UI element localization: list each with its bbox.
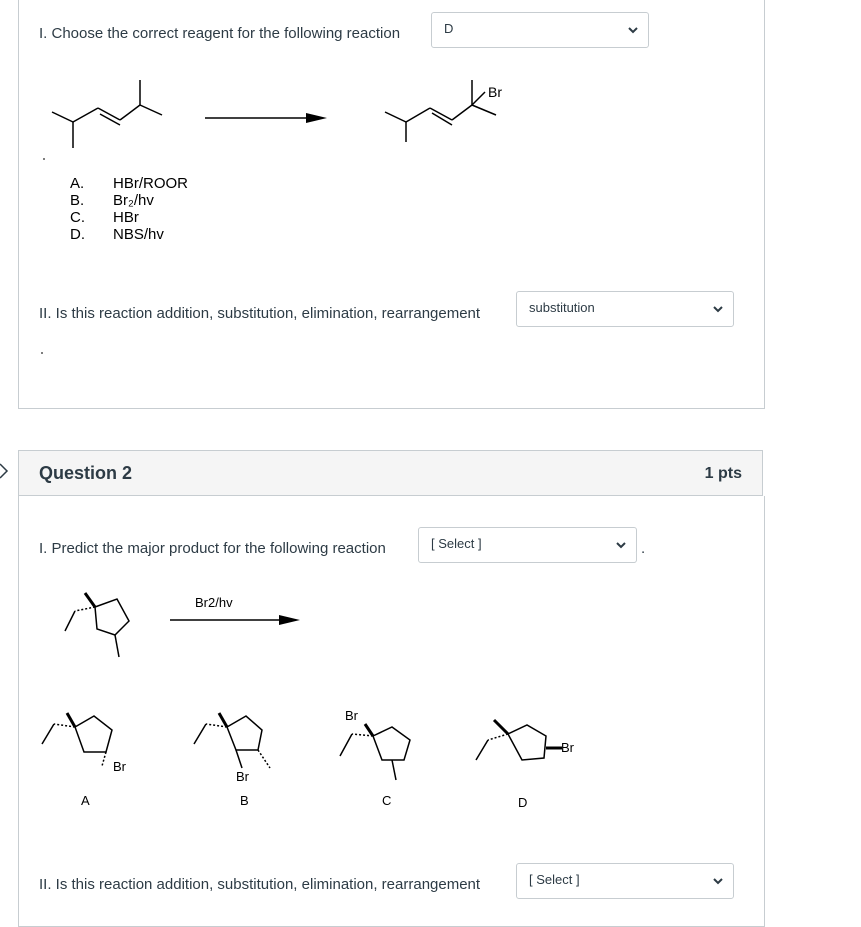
choice-letter: C. — [70, 209, 85, 226]
chevron-down-icon — [711, 302, 725, 316]
q2-part2-selected-value: [ Select ] — [529, 872, 580, 887]
option-a-br: Br — [113, 759, 126, 774]
q1-part2-prompt: II. Is this reaction addition, substitution, elimination, rearrangement — [39, 305, 481, 322]
q2-reagent-label: Br2/hv — [195, 595, 233, 610]
q2-part2-prompt: II. Is this reaction addition, substitution, elimination, rearrangement — [39, 876, 481, 893]
option-d-structure — [476, 720, 562, 760]
option-c-letter: C — [382, 793, 392, 808]
choice-text: HBr — [113, 209, 139, 226]
option-d-br: Br — [561, 740, 574, 755]
q1-part2-select[interactable] — [516, 291, 734, 327]
q2-part1-select[interactable] — [418, 527, 637, 563]
q1-reactant-structure — [52, 80, 162, 148]
q2-part2-select[interactable] — [516, 863, 734, 899]
choice-letter: A. — [70, 175, 85, 192]
q2-options-structures — [30, 700, 610, 815]
choice-text: NBS/hv — [113, 226, 164, 243]
q2-part1-prompt: I. Predict the major product for the following reaction — [39, 540, 386, 557]
q1-reaction-scheme — [40, 70, 540, 170]
option-c-structure — [340, 724, 410, 780]
q2-reactant-structure — [65, 593, 129, 657]
chevron-down-icon — [711, 874, 725, 888]
chevron-right-icon — [0, 462, 10, 480]
question-2-header — [18, 450, 763, 496]
chevron-down-icon — [626, 23, 640, 37]
q1-product-br-label: Br — [488, 84, 502, 100]
option-b-br: Br — [236, 769, 249, 784]
q1-part1-prompt: I. Choose the correct reagent for the following reaction — [39, 25, 401, 42]
q1-part1-select[interactable] — [431, 12, 649, 48]
option-a-structure — [42, 713, 112, 766]
choice-letter: B. — [70, 192, 85, 209]
option-d-letter: D — [518, 795, 528, 810]
q1-product-structure — [385, 80, 496, 142]
choice-text: Br₂/hv — [113, 192, 154, 209]
option-b-letter: B — [240, 793, 249, 808]
q1-dot — [43, 158, 45, 160]
q2-part1-trailing: . — [641, 540, 646, 557]
option-c-br: Br — [345, 708, 358, 723]
choice-text: HBr/ROOR — [113, 175, 188, 192]
q1-part1-selected-value: D — [444, 21, 454, 36]
choice-letter: D. — [70, 226, 85, 243]
q1-part2-selected-value: substitution — [529, 300, 595, 315]
q1-dot-2 — [41, 352, 43, 354]
q2-part1-selected-value: [ Select ] — [431, 536, 482, 551]
option-b-structure — [194, 713, 270, 768]
question-2-title: Question 2 — [39, 463, 133, 483]
q2-reaction-scheme — [55, 585, 315, 665]
option-a-letter: A — [81, 793, 90, 808]
q2-reaction-arrow — [170, 615, 300, 625]
chevron-down-icon — [614, 538, 628, 552]
q1-reaction-arrow — [205, 113, 327, 123]
question-2-points: 1 pts — [704, 465, 742, 482]
